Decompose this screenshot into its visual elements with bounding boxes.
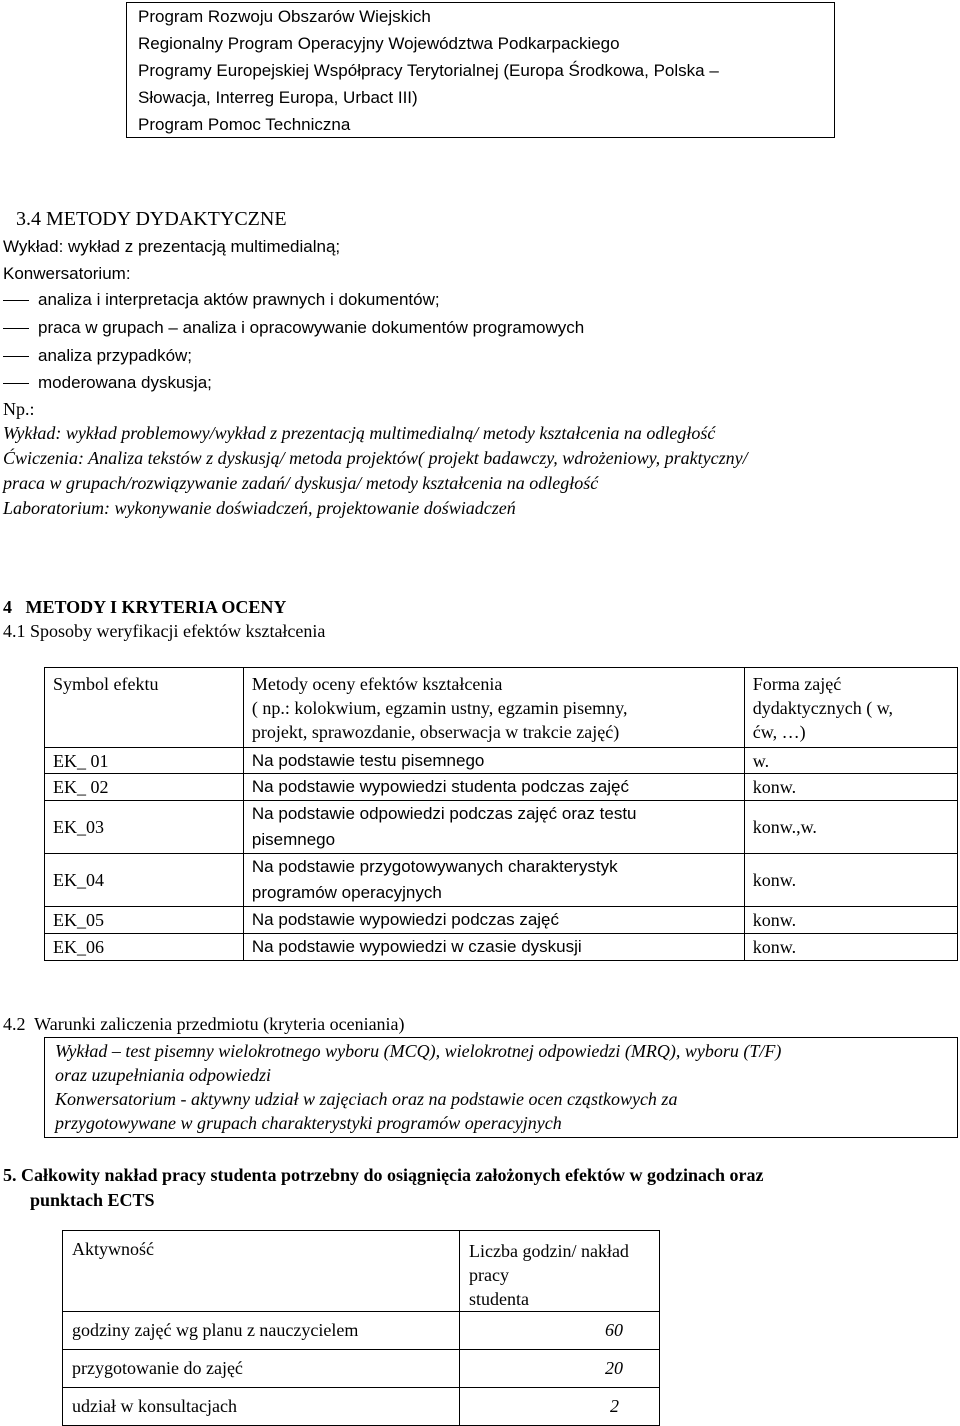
section-heading-5: 5. Całkowity nakład pracy studenta potrzebny do osiągnięcia założonych efektów w godzinach oraz — [3, 1165, 764, 1185]
criteria-line: Wykład – test pisemny wielokrotnego wyboru (MCQ), wielokrotnej odpowiedzi (MRQ), wyboru (T/F) — [55, 1041, 782, 1061]
programs-box — [126, 2, 835, 138]
activity-cell: udział w konsultacjach — [63, 1388, 460, 1426]
list-item: praca w grupach – analiza i opracowywanie dokumentów programowych — [38, 318, 585, 337]
header-activity: Aktywność — [63, 1231, 460, 1312]
example-line: Ćwiczenia: Analiza tekstów z dyskusją/ metoda projektów( projekt badawczy, wdrożeniowy, praktyczny/ — [3, 448, 748, 468]
example-line: Wykład: wykład problemowy/wykład z prezentacją multimedialną/ metody kształcenia na odległość — [3, 423, 716, 443]
section-heading-4-1: 4.1 Sposoby weryfikacji efektów kształcenia — [3, 621, 326, 641]
form-cell: konw. — [744, 934, 957, 961]
criteria-line: przygotowywane w grupach charakterystyki programów operacyjnych — [55, 1113, 562, 1133]
symbol-cell: EK_04 — [45, 854, 244, 907]
table-row — [45, 854, 958, 907]
list-item: analiza przypadków; — [38, 346, 193, 365]
method-line: pisemnego — [251, 830, 336, 849]
list-dash — [3, 383, 29, 384]
list-dash — [3, 356, 29, 357]
table-row — [45, 748, 958, 774]
table-row — [63, 1350, 660, 1388]
conversatory-label: Konwersatorium: — [3, 264, 131, 283]
method-line: Na podstawie odpowiedzi podczas zajęć oraz testu — [251, 804, 637, 823]
symbol-cell: EK_ 02 — [45, 774, 244, 801]
method-line: Na podstawie przygotowywanych charakterystyk — [251, 857, 618, 876]
method-line: programów operacyjnych — [251, 883, 442, 902]
list-dash — [3, 300, 29, 301]
activity-cell: przygotowanie do zajęć — [63, 1350, 460, 1388]
header-method — [243, 668, 744, 748]
method-cell — [243, 854, 744, 907]
hours-cell: 2 — [460, 1388, 660, 1426]
symbol-cell: EK_05 — [45, 907, 244, 934]
header-method-line: ( np.: kolokwium, egzamin ustny, egzamin pisemny, — [251, 698, 628, 718]
section-heading-4-2: 4.2 Warunki zaliczenia przedmiotu (kryteria oceniania) — [3, 1014, 405, 1034]
method-cell — [243, 801, 744, 854]
table-row — [45, 907, 958, 934]
method-cell: Na podstawie wypowiedzi studenta podczas zajęć — [243, 774, 744, 801]
table-row — [63, 1312, 660, 1350]
table-row — [45, 934, 958, 961]
program-line: Regionalny Program Operacyjny Województwa Podkarpackiego — [138, 34, 620, 53]
example-line: Laboratorium: wykonywanie doświadczeń, projektowanie doświadczeń — [3, 498, 516, 518]
section-heading-4: 4 METODY I KRYTERIA OCENY — [3, 597, 287, 617]
lecture-method: Wykład: wykład z prezentacją multimedialną; — [3, 237, 341, 256]
example-line: praca w grupach/rozwiązywanie zadań/ dyskusja/ metody kształcenia na odległość — [3, 473, 599, 493]
criteria-line: Konwersatorium - aktywny udział w zajęciach oraz na podstawie ocen cząstkowych za — [55, 1089, 678, 1109]
method-cell: Na podstawie wypowiedzi podczas zajęć — [243, 907, 744, 934]
header-form — [744, 668, 957, 748]
ects-header-row — [63, 1231, 660, 1312]
header-symbol: Symbol efektu — [45, 668, 244, 748]
header-hours-line: Liczba godzin/ nakład pracy — [469, 1241, 629, 1285]
form-cell: konw. — [744, 774, 957, 801]
method-cell: Na podstawie testu pisemnego — [243, 748, 744, 774]
header-method-line: Metody oceny efektów kształcenia — [251, 674, 503, 694]
effects-verification-table — [44, 667, 958, 961]
form-cell: konw. — [744, 907, 957, 934]
program-line: Program Pomoc Techniczna — [138, 115, 351, 134]
np-label: Np.: — [3, 399, 35, 419]
program-line: Program Rozwoju Obszarów Wiejskich — [138, 7, 431, 26]
list-item: analiza i interpretacja aktów prawnych i dokumentów; — [38, 290, 440, 309]
section-heading-3-4: 3.4 METODY DYDAKTYCZNE — [16, 208, 287, 230]
form-cell: konw. — [744, 854, 957, 907]
symbol-cell: EK_ 01 — [45, 748, 244, 774]
header-form-line: ćw, …) — [752, 722, 806, 742]
program-line: Programy Europejskiej Współpracy Terytorialnej (Europa Środkowa, Polska – — [138, 61, 719, 80]
symbol-cell: EK_06 — [45, 934, 244, 961]
program-line: Słowacja, Interreg Europa, Urbact III) — [138, 88, 418, 107]
header-hours-line: studenta — [469, 1289, 529, 1309]
ects-table — [62, 1230, 660, 1426]
table-header-row — [45, 668, 958, 748]
header-method-line: projekt, sprawozdanie, obserwacja w trakcie zajęć) — [251, 722, 620, 742]
table-row — [45, 801, 958, 854]
section-heading-5-cont: punktach ECTS — [30, 1190, 155, 1210]
symbol-cell: EK_03 — [45, 801, 244, 854]
hours-cell: 60 — [460, 1312, 660, 1350]
criteria-line: oraz uzupełniania odpowiedzi — [55, 1065, 272, 1085]
criteria-box — [44, 1037, 958, 1138]
header-form-line: Forma zajęć — [752, 674, 842, 694]
hours-cell: 20 — [460, 1350, 660, 1388]
method-cell: Na podstawie wypowiedzi w czasie dyskusji — [243, 934, 744, 961]
table-row — [45, 774, 958, 801]
table-row — [63, 1388, 660, 1426]
header-form-line: dydaktycznych ( w, — [752, 698, 894, 718]
list-dash — [3, 328, 29, 329]
form-cell: konw.,w. — [744, 801, 957, 854]
header-hours — [460, 1231, 660, 1312]
activity-cell: godziny zajęć wg planu z nauczycielem — [63, 1312, 460, 1350]
form-cell: w. — [744, 748, 957, 774]
list-item: moderowana dyskusja; — [38, 373, 212, 392]
